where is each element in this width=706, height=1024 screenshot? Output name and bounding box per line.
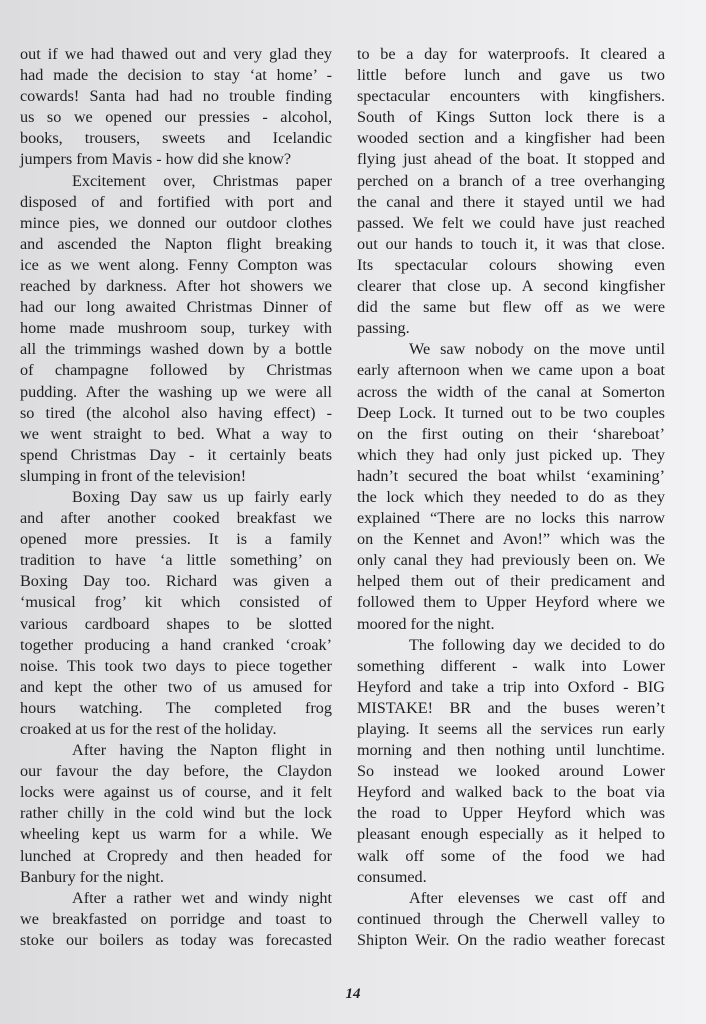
text-line: ice as we went along. Fenny Compton was: [20, 255, 332, 274]
text-line: Boxing Day saw us up fairly early: [72, 487, 332, 506]
text-line: flying just ahead of the boat. It stopped and: [357, 150, 665, 169]
text-line: Deep Lock. It turned out to be two couples: [357, 403, 665, 422]
text-line: we went straight to bed. What a way to: [20, 424, 332, 443]
text-line: did the same but flew off as we were: [357, 298, 665, 317]
text-line: wheeling kept us warm for a while. We: [20, 825, 332, 844]
text-line: out if we had thawed out and very glad they: [20, 45, 332, 63]
text-line: our favour the day before, the Claydon: [20, 762, 332, 781]
text-line: spend Christmas Day - it certainly beats: [20, 445, 332, 464]
text-line: pleasant enough especially as it helped to: [357, 825, 665, 844]
text-line: hours watching. The completed frog: [20, 698, 332, 717]
text-line: playing. It seems all the services run early: [357, 720, 665, 738]
text-line: tradition to have ‘a little something’ on: [20, 551, 332, 570]
text-line: explained “There are no locks this narrow: [357, 509, 665, 528]
text-line: croaked at us for the rest of the holiday.: [20, 720, 277, 738]
text-line: on the first outing on their ‘shareboat’: [357, 424, 665, 443]
text-line: Heyford and walked back to the boat via: [357, 783, 665, 802]
text-line: various cardboard shapes to be slotted: [20, 614, 332, 633]
text-line: to be a day for waterproofs. It cleared a: [357, 45, 665, 63]
text-line: clearer that close up. A second kingfisher: [357, 277, 665, 296]
text-line: together producing a hand cranked ‘croak’: [20, 635, 332, 654]
text-line: books, trousers, sweets and Icelandic: [20, 129, 332, 148]
text-line: After having the Napton flight in: [72, 741, 332, 760]
text-line: followed them to Upper Heyford where we: [357, 593, 665, 612]
text-line: consumed.: [357, 867, 427, 886]
text-line: and kept the other two of us amused for: [20, 677, 332, 696]
text-line: on the Kennet and Avon!” which was the: [357, 530, 665, 549]
text-line: walk off some of the food we had: [357, 846, 665, 865]
text-line: reached by darkness. After hot showers we: [20, 277, 332, 296]
text-line: mince pies, we donned our outdoor clothes: [20, 213, 332, 232]
text-line: Excitement over, Christmas paper: [72, 171, 332, 190]
text-line: moored for the night.: [357, 614, 495, 633]
text-line: continued through the Cherwell valley to: [357, 909, 665, 928]
text-line: Boxing Day too. Richard was given a: [20, 572, 332, 591]
text-line: ‘musical frog’ kit which consisted of: [20, 593, 332, 612]
text-line: hadn’t secured the boat whilst ‘examining’: [357, 466, 665, 485]
text-line: and after another cooked breakfast we: [20, 509, 332, 528]
text-line: We saw nobody on the move until: [409, 340, 665, 359]
text-line: perched on a branch of a tree overhanging: [357, 171, 665, 190]
text-line: South of Kings Sutton lock there is a: [357, 108, 665, 127]
text-line: jumpers from Mavis - how did she know?: [20, 150, 292, 169]
text-line: MISTAKE! BR and the buses weren’t: [357, 698, 665, 717]
right-text-column: [357, 44, 665, 951]
text-line: us so we opened our pressies - alcohol,: [20, 108, 332, 127]
page-number: 14: [345, 986, 361, 1002]
text-line: across the width of the canal at Somerton: [357, 382, 665, 401]
text-line: opened more pressies. It is a family: [20, 530, 332, 549]
text-line: something different - walk into Lower: [357, 656, 665, 675]
text-line: little before lunch and gave us two: [357, 66, 665, 85]
text-line: slumping in front of the television!: [20, 466, 247, 485]
text-line: the lock which they needed to do as they: [357, 487, 665, 506]
text-line: The following day we decided to do: [409, 635, 665, 654]
text-line: of champagne followed by Christmas: [20, 361, 332, 380]
text-line: After a rather wet and windy night: [72, 888, 332, 907]
text-line: had made the decision to stay ‘at home’ -: [20, 66, 332, 85]
text-line: helped them out of their predicament and: [357, 572, 665, 591]
text-line: So instead we looked around Lower: [357, 762, 665, 781]
text-line: so tired (the alcohol also having effect) -: [20, 403, 332, 422]
text-line: out our hands to touch it, it was that close.: [357, 234, 665, 253]
text-line: and ascended the Napton flight breaking: [20, 234, 332, 253]
text-line: Heyford and take a trip into Oxford - BIG: [357, 677, 665, 696]
text-line: had our long awaited Christmas Dinner of: [20, 298, 332, 317]
text-line: which they had only just picked up. They: [357, 445, 665, 464]
text-line: only canal they had previously been on. We: [357, 551, 665, 570]
text-line: all the trimmings washed down by a bottle: [20, 340, 332, 359]
left-text-column: [20, 44, 332, 951]
text-line: passed. We felt we could have just reached: [357, 213, 665, 232]
text-line: home made mushroom soup, turkey with: [20, 319, 332, 338]
text-line: rather chilly in the cold wind but the lock: [20, 804, 332, 823]
text-line: noise. This took two days to piece together: [20, 656, 332, 675]
text-line: wooded section and a kingfisher had been: [357, 129, 665, 148]
text-line: disposed of and fortified with port and: [20, 192, 332, 211]
text-line: locks were against us of course, and it felt: [20, 783, 332, 802]
text-line: we breakfasted on porridge and toast to: [20, 909, 332, 928]
text-line: passing.: [357, 319, 410, 338]
text-line: Its spectacular colours showing even: [357, 255, 665, 274]
text-line: pudding. After the washing up we were all: [20, 382, 332, 401]
text-line: Banbury for the night.: [20, 867, 164, 886]
text-line: lunched at Cropredy and then headed for: [20, 846, 332, 865]
text-line: cowards! Santa had had no trouble finding: [20, 87, 332, 106]
text-line: stoke our boilers as today was forecasted: [20, 930, 332, 949]
text-line: the road to Upper Heyford which was: [357, 804, 665, 823]
text-line: After elevenses we cast off and: [409, 888, 665, 907]
text-line: Shipton Weir. On the radio weather forecast: [357, 930, 665, 949]
text-line: early afternoon when we came upon a boat: [357, 361, 665, 380]
text-line: spectacular encounters with kingfishers.: [357, 87, 665, 106]
text-line: morning and then nothing until lunchtime.: [357, 741, 665, 760]
text-line: the canal and there it stayed until we had: [357, 192, 665, 211]
